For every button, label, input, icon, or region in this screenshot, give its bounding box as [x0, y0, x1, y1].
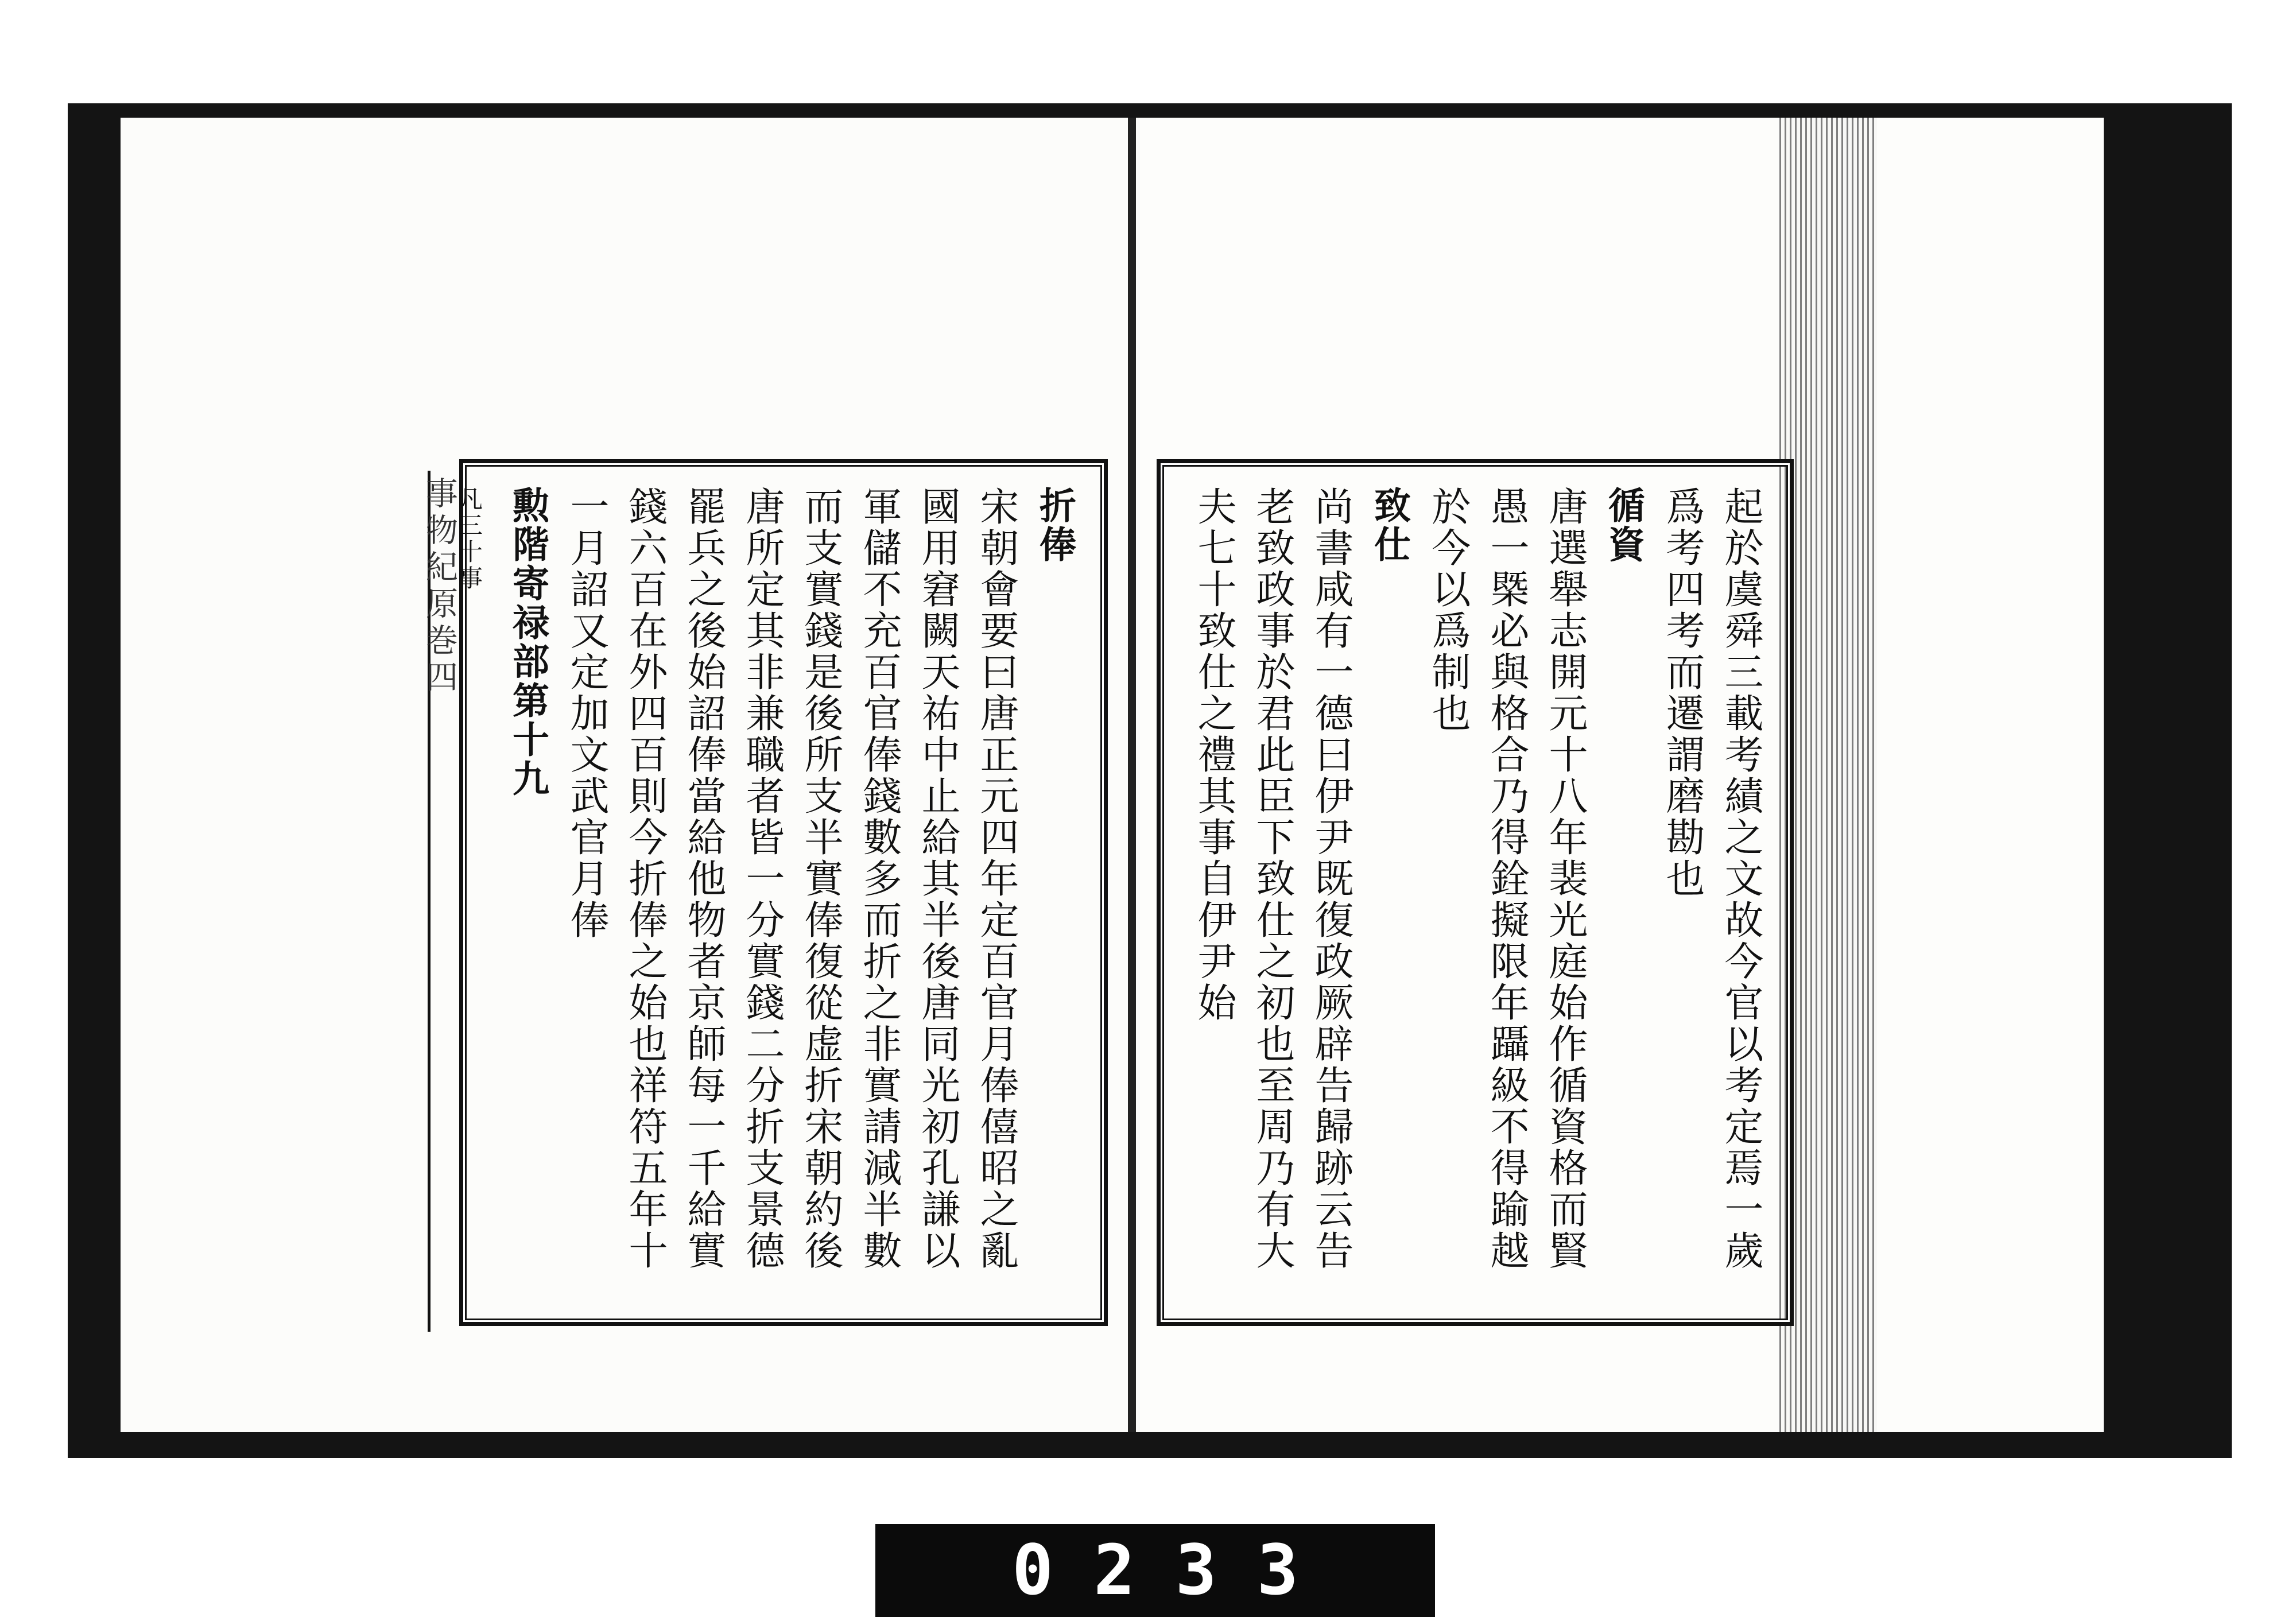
- text-column: 勲階寄禄部第十九: [506, 486, 549, 798]
- right-black-margin: [2104, 118, 2207, 1432]
- text-column: 宋朝會要曰唐正元四年定百官月俸僖昭之亂: [974, 486, 1019, 1271]
- text-column: 於今以爲制也: [1425, 486, 1471, 734]
- spine-title: 事物紀原巻四: [428, 471, 462, 1332]
- text-column: 罷兵之後始詔俸當給他物者京師每一千給實: [681, 486, 726, 1271]
- text-column: 而支實錢是後所支半實俸復從虚折宋朝約後: [798, 486, 843, 1271]
- text-column: 國用窘闕天祐中止給其半後唐同光初孔謙以: [915, 486, 960, 1271]
- right-columns: [1187, 486, 1767, 1307]
- text-column: 錢六百在外四百則今折俸之始也祥符五年十: [622, 486, 668, 1271]
- text-column: 折俸: [1033, 486, 1076, 564]
- text-column: 愚一槩必與格合乃得銓擬限年躡級不得踰越: [1484, 486, 1529, 1271]
- text-column: 夫七十致仕之禮其事自伊尹始: [1191, 486, 1236, 1023]
- stamp-number: 0233: [1012, 1530, 1339, 1611]
- text-column: 軍儲不充百官俸錢數多而折之非實請減半數: [856, 486, 902, 1271]
- book-gutter: [1128, 118, 1136, 1432]
- right-text-panel: [1157, 459, 1794, 1326]
- text-column: 尚書咸有一德曰伊尹既復政厥辟告歸跡云告: [1308, 486, 1353, 1271]
- page-edge-strip: [1779, 118, 1877, 1432]
- text-column: 凡三十事: [455, 486, 483, 592]
- text-column: 唐所定其非兼職者皆一分實錢二分折支景德: [739, 486, 785, 1271]
- left-text-panel: [455, 459, 1108, 1326]
- text-column: 唐選舉志開元十八年裴光庭始作循資格而賢: [1542, 486, 1588, 1271]
- text-column: 循資: [1602, 486, 1645, 564]
- page-number-stamp: [875, 1524, 1435, 1617]
- text-column: 致仕: [1368, 486, 1411, 564]
- text-column: 爲考四考而遷謂磨勘也: [1659, 486, 1705, 899]
- text-column: 起於虞舜三載考績之文故今官以考定焉一歲: [1718, 486, 1763, 1271]
- text-column: 老致政事於君此臣下致仕之初也至周乃有大: [1250, 486, 1295, 1271]
- text-column: 一月詔又定加文武官月俸: [564, 486, 609, 941]
- left-columns: [443, 486, 1081, 1307]
